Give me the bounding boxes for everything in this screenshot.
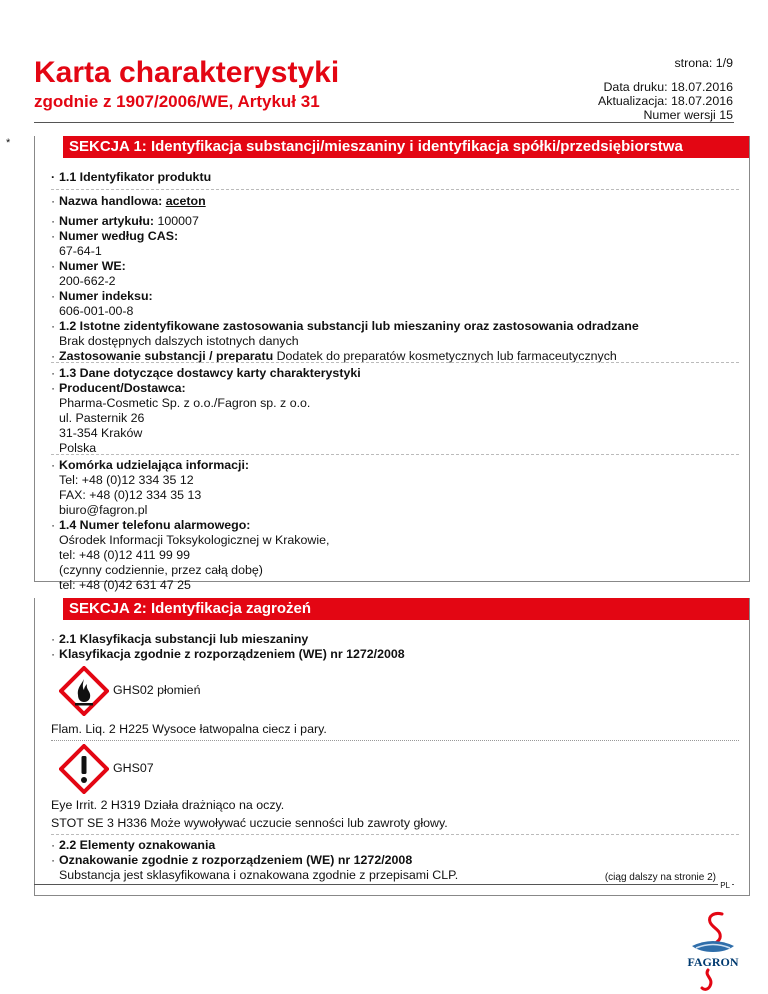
supplier-block: · 1.3 Dane dotyczące dostawcy karty charakterystyki · Producent/Dostawca: Pharma-Cosmetic Sp. z o.o./Fagron sp. z o.o. ul. Pasternik 26 31-354 Kraków Polska: [51, 366, 739, 456]
divider: [51, 834, 739, 835]
trade-name-value: aceton: [165, 194, 206, 208]
contact-block: · Komórka udzielająca informacji: Tel: +48 (0)12 334 35 12 FAX: +48 (0)12 334 35 13 biuro@fagron.pl · 1.4 Numer telefonu alarmowego: Ośrodek Informacji Toksykologicznej w Krakowie, tel: +48 (0)12 411 99 99 (czynny codziennie, przez całą dobę) tel: +48 (0)42 631 47 25: [51, 458, 739, 593]
article-label: Numer artykułu:: [59, 214, 155, 228]
info-line: FAX: +48 (0)12 334 35 13: [59, 488, 202, 502]
divider: [51, 454, 739, 455]
section-1: [34, 136, 750, 592]
cas-value: 67-64-1: [59, 244, 102, 258]
flame-pictogram-icon: [59, 666, 109, 716]
producer-label: Producent/Dostawca:: [59, 381, 186, 395]
we-label: Numer WE:: [59, 259, 126, 273]
label-elements-block: · 2.2 Elementy oznakowania · Oznakowanie zgodnie z rozporządzeniem (WE) nr 1272/2008 Substancja jest sklasyfikowana i oznakowana zgodnie z przepisami CLP.: [51, 838, 739, 883]
emergency-line: (czynny codziennie, przez całą dobę): [59, 563, 263, 577]
emergency-line: Ośrodek Informacji Toksykologicznej w Krakowie,: [59, 533, 330, 547]
divider: [51, 189, 739, 190]
index-value: 606-001-00-8: [59, 304, 134, 318]
exclamation-pictogram-icon: [59, 744, 109, 794]
identifiers-block: · Numer artykułu: 100007 · Numer według CAS: 67-64-1 · Numer WE: 200-662-2 · Numer indeksu: 606-001-00-8 · 1.2 Istotne zidentyfikowane zastosowania substancji lub mieszaniny oraz zastosowania odradzane Brak dostępnych dalszych istotnych danych · Zastosowanie substancji / preparatu Dodatek do preparatów kosmetycznych lub farmaceutycznych: [51, 214, 739, 364]
dotted-divider: [51, 740, 739, 741]
print-date: Data druku: 18.07.2016: [603, 80, 733, 94]
index-label: Numer indeksu:: [59, 289, 153, 303]
producer-line: Pharma-Cosmetic Sp. z o.o./Fagron sp. z o.o.: [59, 396, 311, 410]
use-label: Zastosowanie substancji / preparatu: [59, 349, 274, 363]
classification-block: · 2.1 Klasyfikacja substancji lub mieszaniny · Klasyfikacja zgodnie z rozporządzeniem (WE) nr 1272/2008: [51, 632, 405, 661]
flam-line: Flam. Liq. 2 H225 Wysoce łatwopalna ciecz i pary.: [51, 722, 327, 736]
fagron-logo: [678, 908, 748, 992]
cas-label: Numer według CAS:: [59, 229, 179, 243]
label-label: Oznakowanie zgodnie z rozporządzeniem (WE) nr 1272/2008: [59, 853, 413, 867]
ghs02-label: GHS02 płomień: [113, 683, 201, 697]
emergency-line: tel: +48 (0)42 631 47 25: [59, 578, 191, 592]
ghs07-label: GHS07: [113, 761, 154, 775]
info-line: Tel: +48 (0)12 334 35 12: [59, 473, 194, 487]
footer-divider: [34, 884, 734, 885]
hazard-statements: [51, 798, 739, 831]
emergency-line: tel: +48 (0)12 411 99 99: [59, 548, 191, 562]
change-marker: *: [6, 137, 11, 149]
section-1-heading: SEKCJA 1: Identyfikacja substancji/mieszaniny i identyfikacja spółki/przedsiębiorstwa: [63, 136, 749, 158]
section-2-heading: SEKCJA 2: Identyfikacja zagrożeń: [63, 598, 749, 620]
s12-value: Brak dostępnych dalszych istotnych danych: [59, 334, 299, 348]
info-email: biuro@fagron.pl: [59, 503, 148, 517]
header-meta: [598, 56, 733, 122]
page-number: strona: 1/9: [674, 56, 733, 70]
continued-note: (ciąg dalszy na stronie 2): [604, 872, 716, 883]
section-2: [34, 598, 750, 896]
header-divider: [34, 122, 734, 123]
producer-line: Polska: [59, 441, 97, 455]
eye-irrit-line: Eye Irrit. 2 H319 Działa drażniąco na oczy.: [51, 798, 285, 812]
trade-name-label: Nazwa handlowa:: [59, 194, 163, 208]
class-label: Klasyfikacja zgodnie z rozporządzeniem (WE) nr 1272/2008: [59, 647, 405, 661]
trade-name-block: · Nazwa handlowa: aceton: [51, 194, 206, 208]
stot-line: STOT SE 3 H336 Może wywoływać uczucie senności lub zawroty głowy.: [51, 816, 448, 830]
label-value: Substancja jest sklasyfikowana i oznakowana zgodnie z przepisami CLP.: [59, 868, 459, 882]
logo-text: FAGRON: [687, 955, 739, 969]
update-date: Aktualizacja: 18.07.2016: [597, 94, 733, 108]
s21-heading: 2.1 Klasyfikacja substancji lub mieszaniny: [59, 632, 309, 646]
s14-heading: 1.4 Numer telefonu alarmowego:: [59, 518, 251, 532]
language-code: PL: [718, 878, 732, 893]
product-identifier-block: · 1.1 Identyfikator produktu: [51, 170, 212, 184]
doc-title: Karta charakterystyki: [34, 56, 340, 89]
s12-heading: 1.2 Istotne zidentyfikowane zastosowania substancji lub mieszaniny oraz zastosowania odradzane: [59, 319, 639, 333]
s22-heading: 2.2 Elementy oznakowania: [59, 838, 216, 852]
version-number: Numer wersji 15: [643, 108, 733, 122]
article-value: 100007: [157, 214, 199, 228]
doc-subtitle: zgodnie z 1907/2006/WE, Artykuł 31: [34, 92, 320, 111]
s13-heading: 1.3 Dane dotyczące dostawcy karty charakterystyki: [59, 366, 361, 380]
divider: [51, 362, 739, 363]
producer-line: 31-354 Kraków: [59, 426, 143, 440]
use-value: Dodatek do preparatów kosmetycznych lub farmaceutycznych: [276, 349, 617, 363]
info-label: Komórka udzielająca informacji:: [59, 458, 250, 472]
s11-heading: 1.1 Identyfikator produktu: [59, 170, 212, 184]
producer-line: ul. Pasternik 26: [59, 411, 145, 425]
we-value: 200-662-2: [59, 274, 116, 288]
